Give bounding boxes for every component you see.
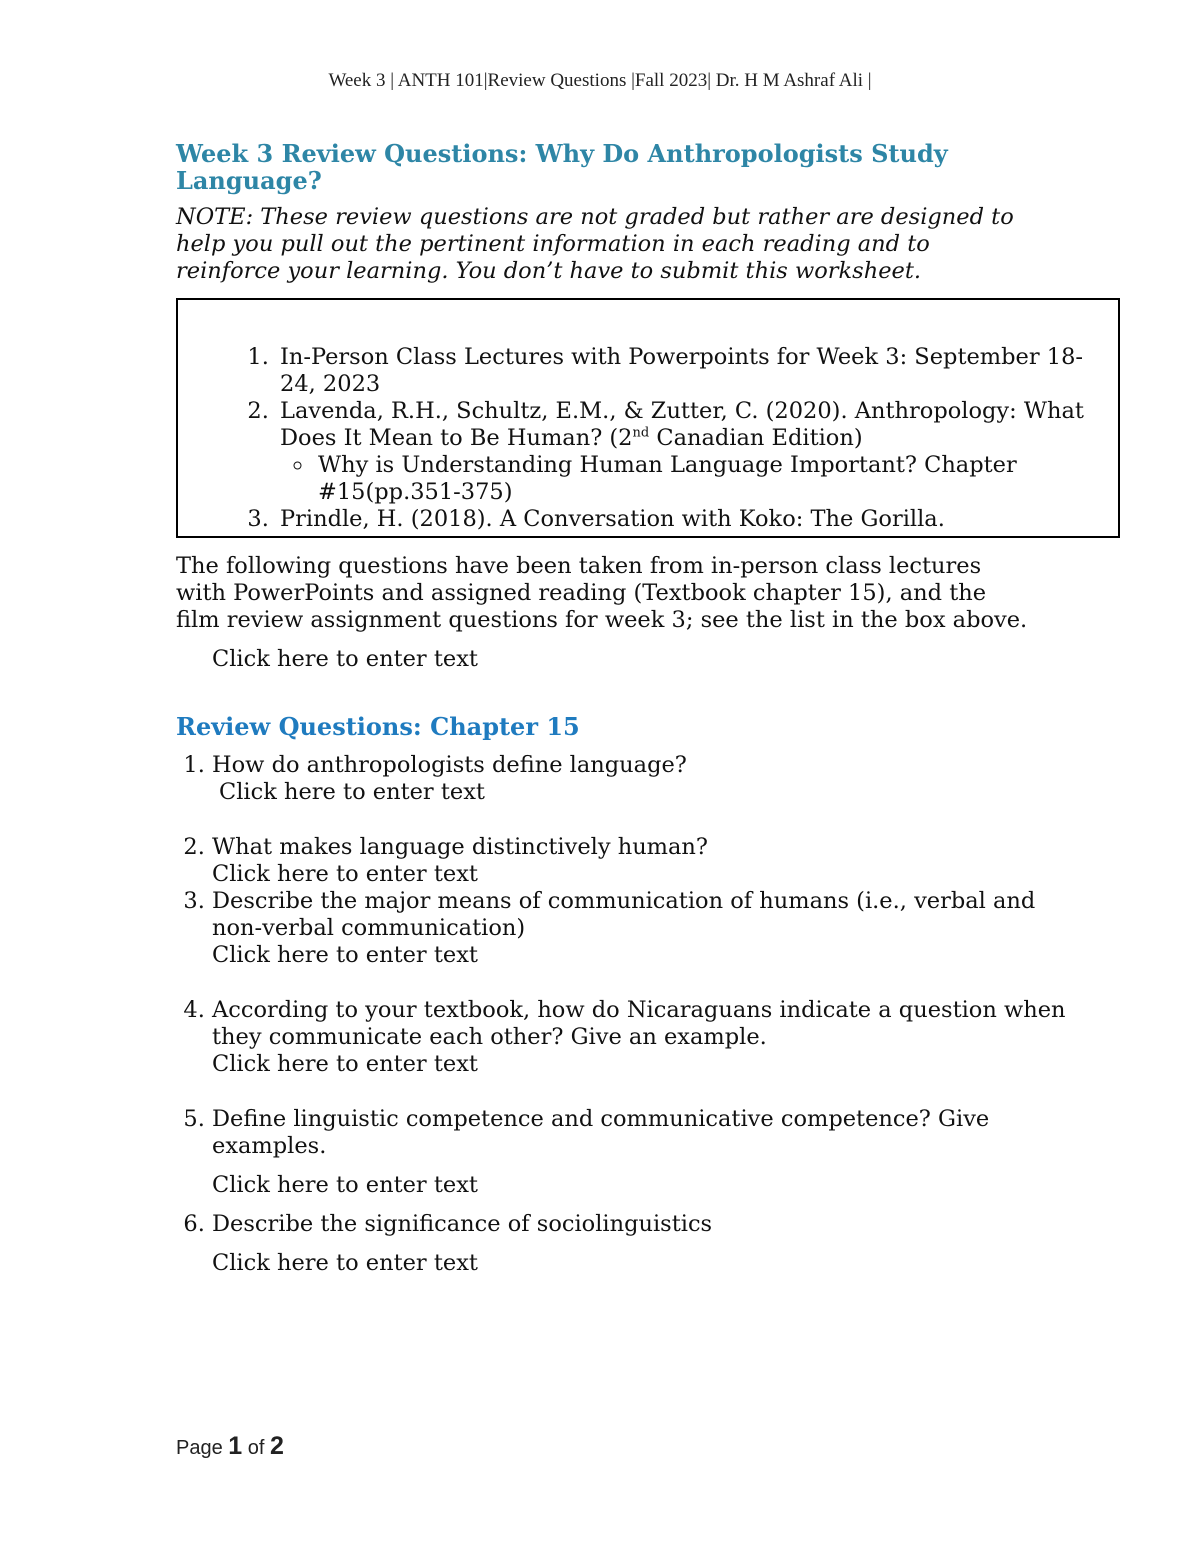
question-text: 3. Describe the major means of communication of humans (i.e., verbal and non-verbal communication) xyxy=(212,888,1036,941)
current-page-number: 1 xyxy=(228,1432,243,1460)
document-body xyxy=(176,140,1120,1277)
reading-subitem: ◦ Why is Understanding Human Language Important? Chapter #15(pp.351-375) xyxy=(314,452,1116,506)
answer-field[interactable]: Click here to enter text xyxy=(212,1051,478,1077)
question-item xyxy=(212,752,1072,806)
reading-sublist xyxy=(280,452,1116,506)
total-pages-number: 2 xyxy=(270,1432,284,1460)
reading-item-text: Lavenda, R.H., Schultz, E.M., & Zutter, C. (2020). Anthropology: What Does It Mean to Be Human? (2 xyxy=(280,398,1084,451)
note-paragraph: NOTE: These review questions are not graded but rather are designed to help you pull out the pertinent information in each reading and to reinforce your learning. You don’t have to submit this worksheet. xyxy=(176,204,1014,284)
answer-field[interactable]: Click here to enter text xyxy=(219,779,485,805)
readings-box xyxy=(176,298,1120,538)
reading-item xyxy=(276,344,1116,398)
page-header: Week 3 | ANTH 101|Review Questions |Fall 2023| Dr. H M Ashraf Ali | xyxy=(328,70,872,91)
reading-item-text-end: Canadian Edition) xyxy=(649,425,863,451)
question-item xyxy=(212,888,1072,969)
question-item xyxy=(212,1211,1072,1277)
readings-list xyxy=(178,344,1116,533)
answer-field[interactable]: Click here to enter text xyxy=(212,942,478,968)
document-title: Week 3 Review Questions: Why Do Anthropologists Study Language? xyxy=(176,139,948,195)
reading-item-text: In-Person Class Lectures with Powerpoints for Week 3: September 18-24, 2023 xyxy=(280,344,1083,397)
reading-item-text: Prindle, H. (2018). A Conversation with Koko: The Gorilla. xyxy=(280,506,945,532)
question-item xyxy=(212,997,1072,1078)
question-text: 2. What makes language distinctively human? xyxy=(212,834,708,860)
ordinal-superscript: nd xyxy=(632,425,650,441)
question-text: 1. How do anthropologists define language? xyxy=(212,752,687,778)
question-text: 4. According to your textbook, how do Nicaraguans indicate a question when they communicate each other? Give an example. xyxy=(212,997,1066,1050)
page-footer xyxy=(176,1432,284,1461)
footer-of-word: of xyxy=(247,1437,265,1459)
answer-field[interactable]: Click here to enter text xyxy=(212,646,478,672)
answer-field[interactable]: Click here to enter text xyxy=(212,1250,478,1276)
intro-paragraph: The following questions have been taken from in-person class lectures with PowerPoints and assigned reading (Textbook chapter 15), and the film review assignment questions for week 3; see the list in the box above. xyxy=(176,553,1028,633)
questions-list xyxy=(176,752,1072,1277)
footer-page-word: Page xyxy=(176,1437,223,1459)
section-title: Review Questions: Chapter 15 xyxy=(176,712,580,741)
question-text: 6. Describe the significance of sociolinguistics xyxy=(212,1211,713,1237)
question-text: 5. Define linguistic competence and communicative competence? Give examples. xyxy=(212,1106,990,1159)
reading-item xyxy=(276,506,1116,533)
question-item xyxy=(212,1106,1072,1199)
reading-item xyxy=(276,398,1116,506)
answer-field[interactable]: Click here to enter text xyxy=(212,1172,478,1198)
question-item xyxy=(212,834,1072,888)
answer-field[interactable]: Click here to enter text xyxy=(212,861,478,887)
